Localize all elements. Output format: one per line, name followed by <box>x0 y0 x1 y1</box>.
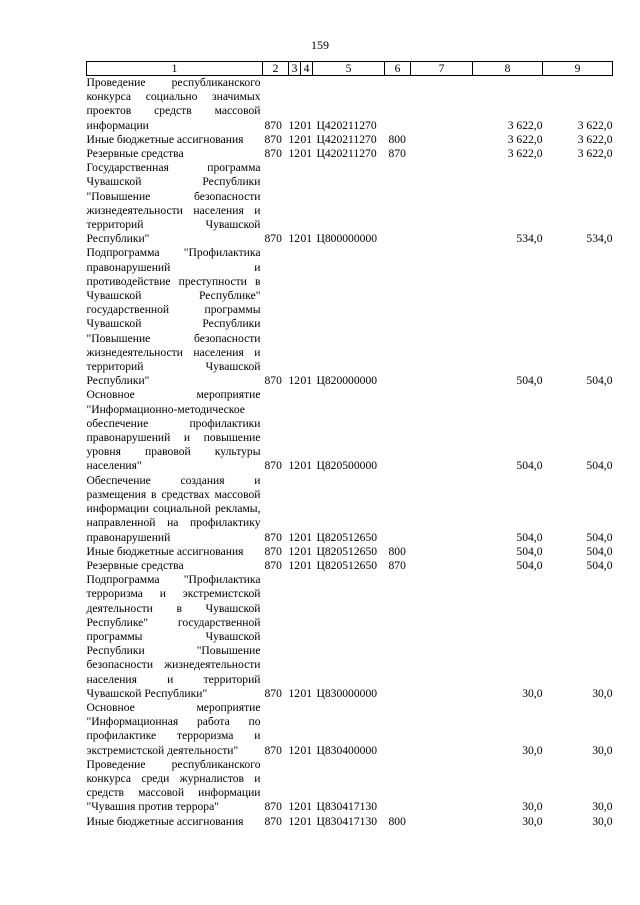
ministry-code: 870 <box>264 118 282 132</box>
row-name: Проведение республиканского конкурса среди журналистов и средств массовой информации "Чувашия против террора" <box>86 757 261 814</box>
section-code: 12 <box>288 530 301 544</box>
row-name: Основное мероприятие "Информационно-методическое обеспечение профилактики правонарушений и повышение уровня правовой культуры населения" <box>86 388 261 473</box>
expense-type-code <box>385 161 411 246</box>
subsection-code: 01 <box>300 459 313 473</box>
amount-col9: 3 622,0 <box>577 147 613 161</box>
amount-col9: 30,0 <box>592 800 613 814</box>
subsection-code: 01 <box>300 132 313 146</box>
subsection-code: 01 <box>300 686 313 700</box>
amount-col8: 3 622,0 <box>507 118 543 132</box>
section-code: 12 <box>288 686 301 700</box>
section-code: 12 <box>288 558 301 572</box>
ministry-code: 870 <box>264 743 282 757</box>
table-row <box>87 701 613 758</box>
amount-col9: 3 622,0 <box>577 118 613 132</box>
expense-type-code: 800 <box>388 544 406 558</box>
amount-col9: 30,0 <box>592 814 613 828</box>
subsection-code: 01 <box>300 530 313 544</box>
amount-col8: 534,0 <box>516 232 543 246</box>
expense-type-code <box>385 573 411 701</box>
amount-col7 <box>411 701 473 758</box>
row-name: Государственная программа Чувашской Республики "Повышение безопасности жизнедеятельности населения и территорий Чувашской Республики" <box>86 161 261 246</box>
target-article-code: Ц420211270 <box>316 147 377 161</box>
expense-type-code <box>385 388 411 473</box>
header-cell: 1 <box>87 62 263 76</box>
expense-type-code <box>385 76 411 133</box>
table-header-row <box>87 62 613 76</box>
row-name: Резервные средства <box>86 558 184 572</box>
subsection-code: 01 <box>300 232 313 246</box>
header-cell: 5 <box>313 62 385 76</box>
amount-col8: 30,0 <box>522 800 543 814</box>
amount-col9: 30,0 <box>592 743 613 757</box>
row-name: Обеспечение создания и размещения в средствах массовой информации социальной рекламы, направленной на профилактику правонарушений <box>86 473 261 544</box>
amount-col7 <box>411 758 473 815</box>
target-article-code: Ц820512650 <box>316 558 378 572</box>
amount-col9: 3 622,0 <box>577 132 613 146</box>
section-code: 12 <box>288 814 301 828</box>
ministry-code: 870 <box>264 814 282 828</box>
target-article-code: Ц800000000 <box>316 232 378 246</box>
table-row <box>87 815 613 829</box>
ministry-code: 870 <box>264 558 282 572</box>
expense-type-code: 870 <box>388 558 406 572</box>
amount-col7 <box>411 545 473 559</box>
ministry-code: 870 <box>264 530 282 544</box>
amount-col8: 504,0 <box>516 530 543 544</box>
target-article-code: Ц830000000 <box>316 686 378 700</box>
table-row <box>87 545 613 559</box>
amount-col7 <box>411 133 473 147</box>
table-row <box>87 147 613 161</box>
row-name: Резервные средства <box>86 147 184 161</box>
ministry-code: 870 <box>264 374 282 388</box>
table-row <box>87 76 613 133</box>
table-row <box>87 246 613 388</box>
table-row <box>87 388 613 473</box>
table-row <box>87 474 613 545</box>
ministry-code: 870 <box>264 459 282 473</box>
amount-col7 <box>411 815 473 829</box>
amount-col9: 504,0 <box>586 530 613 544</box>
target-article-code: Ц420211270 <box>316 118 377 132</box>
row-name: Иные бюджетные ассигнования <box>86 132 244 146</box>
section-code: 12 <box>288 800 301 814</box>
expense-type-code: 800 <box>388 132 406 146</box>
target-article-code: Ц820000000 <box>316 374 378 388</box>
amount-col8: 30,0 <box>522 743 543 757</box>
ministry-code: 870 <box>264 132 282 146</box>
amount-col8: 504,0 <box>516 374 543 388</box>
header-cell: 3 <box>289 62 301 76</box>
table-row <box>87 758 613 815</box>
subsection-code: 01 <box>300 800 313 814</box>
target-article-code: Ц820512650 <box>316 530 378 544</box>
header-cell: 7 <box>411 62 473 76</box>
amount-col7 <box>411 474 473 545</box>
ministry-code: 870 <box>264 544 282 558</box>
expense-type-code <box>385 246 411 388</box>
amount-col9: 504,0 <box>586 558 613 572</box>
amount-col9: 504,0 <box>586 374 613 388</box>
section-code: 12 <box>288 118 301 132</box>
target-article-code: Ц820500000 <box>316 459 378 473</box>
header-cell: 4 <box>301 62 313 76</box>
table-row <box>87 559 613 573</box>
budget-table <box>86 61 613 829</box>
table-row <box>87 573 613 701</box>
amount-col7 <box>411 76 473 133</box>
ministry-code: 870 <box>264 147 282 161</box>
row-name: Подпрограмма "Профилактика терроризма и экстремистской деятельности в Чувашской Республике" государственной программы Чувашской Республики "Повышение безопасности жизнедеятельности населения и территорий Чувашской Республики" <box>86 573 261 700</box>
expense-type-code <box>385 758 411 815</box>
amount-col7 <box>411 246 473 388</box>
target-article-code: Ц830400000 <box>316 743 378 757</box>
ministry-code: 870 <box>264 686 282 700</box>
amount-col8: 3 622,0 <box>507 132 543 146</box>
expense-type-code <box>385 701 411 758</box>
amount-col9: 504,0 <box>586 544 613 558</box>
amount-col8: 504,0 <box>516 459 543 473</box>
amount-col8: 30,0 <box>522 686 543 700</box>
page-number: 159 <box>311 38 329 52</box>
amount-col7 <box>411 161 473 246</box>
section-code: 12 <box>288 459 301 473</box>
subsection-code: 01 <box>300 374 313 388</box>
expense-type-code: 800 <box>388 814 406 828</box>
row-name: Основное мероприятие "Информационная работа по профилактике терроризма и экстремистской деятельности" <box>86 700 261 757</box>
subsection-code: 01 <box>300 544 313 558</box>
expense-type-code: 870 <box>388 147 406 161</box>
amount-col7 <box>411 559 473 573</box>
amount-col9: 534,0 <box>586 232 613 246</box>
header-cell: 6 <box>385 62 411 76</box>
amount-col8: 30,0 <box>522 814 543 828</box>
amount-col9: 504,0 <box>586 459 613 473</box>
section-code: 12 <box>288 147 301 161</box>
amount-col9: 30,0 <box>592 686 613 700</box>
amount-col7 <box>411 147 473 161</box>
section-code: 12 <box>288 132 301 146</box>
section-code: 12 <box>288 232 301 246</box>
row-name: Подпрограмма "Профилактика правонарушений и противодействие преступности в Чувашской Республике" государственной программы Чувашской Республики "Повышение безопасности жизнедеятельности населения и территорий Чувашской Республики" <box>86 246 261 388</box>
table-row <box>87 161 613 246</box>
subsection-code: 01 <box>300 118 313 132</box>
row-name: Иные бюджетные ассигнования <box>86 814 244 828</box>
amount-col7 <box>411 573 473 701</box>
subsection-code: 01 <box>300 558 313 572</box>
row-name: Проведение республиканского конкурса социально значимых проектов средств массовой информации <box>86 76 261 132</box>
subsection-code: 01 <box>300 147 313 161</box>
amount-col8: 504,0 <box>516 544 543 558</box>
subsection-code: 01 <box>300 814 313 828</box>
amount-col8: 504,0 <box>516 558 543 572</box>
subsection-code: 01 <box>300 743 313 757</box>
section-code: 12 <box>288 544 301 558</box>
section-code: 12 <box>288 743 301 757</box>
header-cell: 2 <box>263 62 289 76</box>
target-article-code: Ц830417130 <box>316 814 378 828</box>
header-cell: 9 <box>543 62 613 76</box>
section-code: 12 <box>288 374 301 388</box>
target-article-code: Ц830417130 <box>316 800 378 814</box>
target-article-code: Ц420211270 <box>316 132 377 146</box>
header-cell: 8 <box>473 62 543 76</box>
expense-type-code <box>385 474 411 545</box>
target-article-code: Ц820512650 <box>316 544 378 558</box>
ministry-code: 870 <box>264 232 282 246</box>
amount-col7 <box>411 388 473 473</box>
ministry-code: 870 <box>264 800 282 814</box>
table-row <box>87 133 613 147</box>
amount-col8: 3 622,0 <box>507 147 543 161</box>
row-name: Иные бюджетные ассигнования <box>86 544 244 558</box>
